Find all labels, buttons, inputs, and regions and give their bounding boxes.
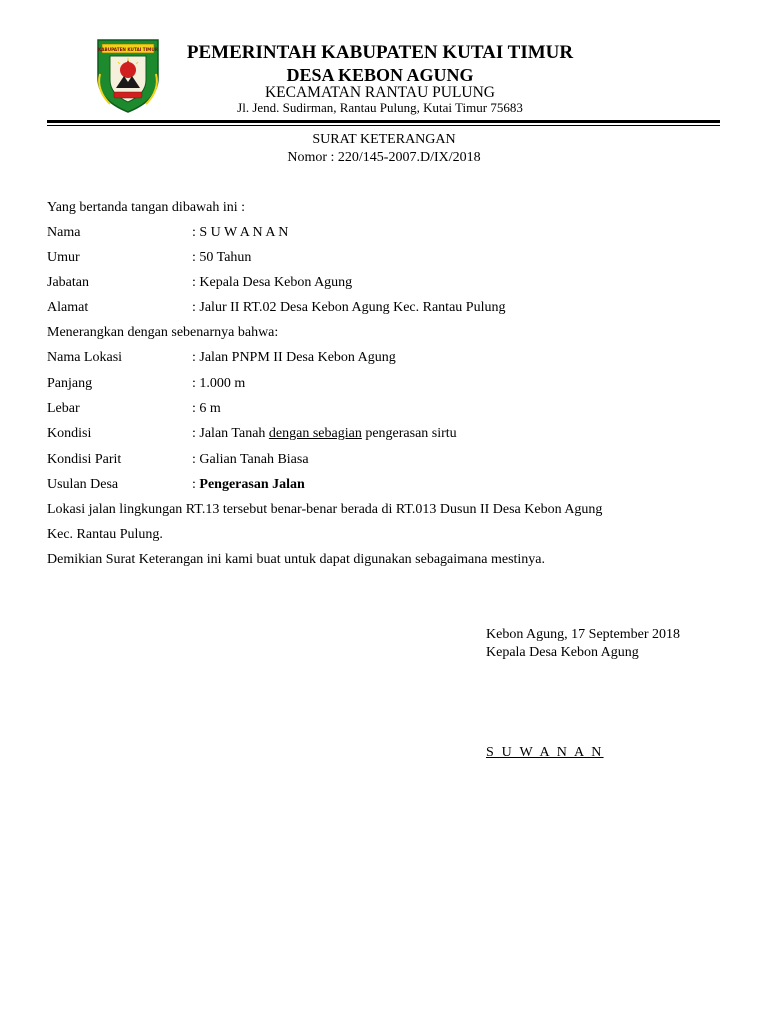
field-label: Alamat [47,300,89,315]
intro-text: Yang bertanda tangan dibawah ini : [47,200,246,215]
letterhead-address: Jl. Jend. Sudirman, Rantau Pulung, Kutai Timur 75683 [237,100,523,115]
field-row-kondisi-parit [47,451,727,469]
field-label: Panjang [47,376,93,391]
field-value: : Jalur II RT.02 Desa Kebon Agung Kec. Rantau Pulung [192,300,506,315]
closing-text: Demikian Surat Keterangan ini kami buat untuk dapat digunakan sebagaimana mestinya. [47,552,546,567]
usulan-value: Pengerasan Jalan [199,477,305,492]
usulan-colon: : [192,477,200,492]
letterhead-regency: PEMERINTAH KABUPATEN KUTAI TIMUR [186,42,574,63]
location-note-line1: Lokasi jalan lingkungan RT.13 tersebut benar-benar berada di RT.013 Dusun II Desa Kebon Agung [47,502,603,517]
field-label: Nama Lokasi [47,350,123,365]
field-row-umur [47,249,727,267]
document-number: Nomor : 220/145-2007.D/IX/2018 [287,150,481,165]
crest-banner-text: KABUPATEN KUTAI TIMUR [98,47,158,52]
kondisi-underlined: dengan sebagian [268,426,362,441]
field-value: : Jalan PNPM II Desa Kebon Agung [192,350,396,365]
field-label: Lebar [47,401,80,416]
field-label: Nama [47,225,81,240]
field-label: Jabatan [47,275,89,290]
field-value: : 1.000 m [192,376,246,391]
field-label: Umur [47,250,80,265]
letterhead-divider-thick [47,120,720,123]
field-value: : Kepala Desa Kebon Agung [192,275,353,290]
field-label: Kondisi [47,426,92,441]
field-value: : 6 m [192,401,221,416]
field-row-usulan-desa [47,476,727,494]
letterhead-village: DESA KEBON AGUNG [286,65,474,85]
statement-intro: Menerangkan dengan sebenarnya bahwa: [47,325,279,340]
field-row-kondisi [47,425,727,443]
location-note-line2: Kec. Rantau Pulung. [47,527,163,542]
field-label: Kondisi Parit [47,452,122,467]
signature-place-date: Kebon Agung, 17 September 2018 [486,627,681,642]
field-value [192,425,457,443]
signature-name: S U W A N A N [486,745,604,760]
letterhead-divider-thin [47,125,720,126]
field-value [192,476,305,494]
field-value: : S U W A N A N [192,225,289,240]
field-value: : 50 Tahun [192,250,252,265]
field-row-jabatan [47,274,727,292]
field-row-panjang [47,375,727,393]
letterhead-district: KECAMATAN RANTAU PULUNG [264,84,496,101]
regency-crest-icon [92,34,164,114]
field-row-nama [47,224,727,242]
field-row-alamat [47,299,727,317]
kondisi-suffix: pengerasan sirtu [361,426,457,441]
kondisi-prefix: : Jalan Tanah [192,426,269,441]
field-label: Usulan Desa [47,477,119,492]
signature-position: Kepala Desa Kebon Agung [486,645,639,660]
field-row-lebar [47,400,727,418]
document-title: SURAT KETERANGAN [312,132,456,147]
field-row-nama-lokasi [47,349,727,367]
field-value: : Galian Tanah Biasa [192,452,309,467]
